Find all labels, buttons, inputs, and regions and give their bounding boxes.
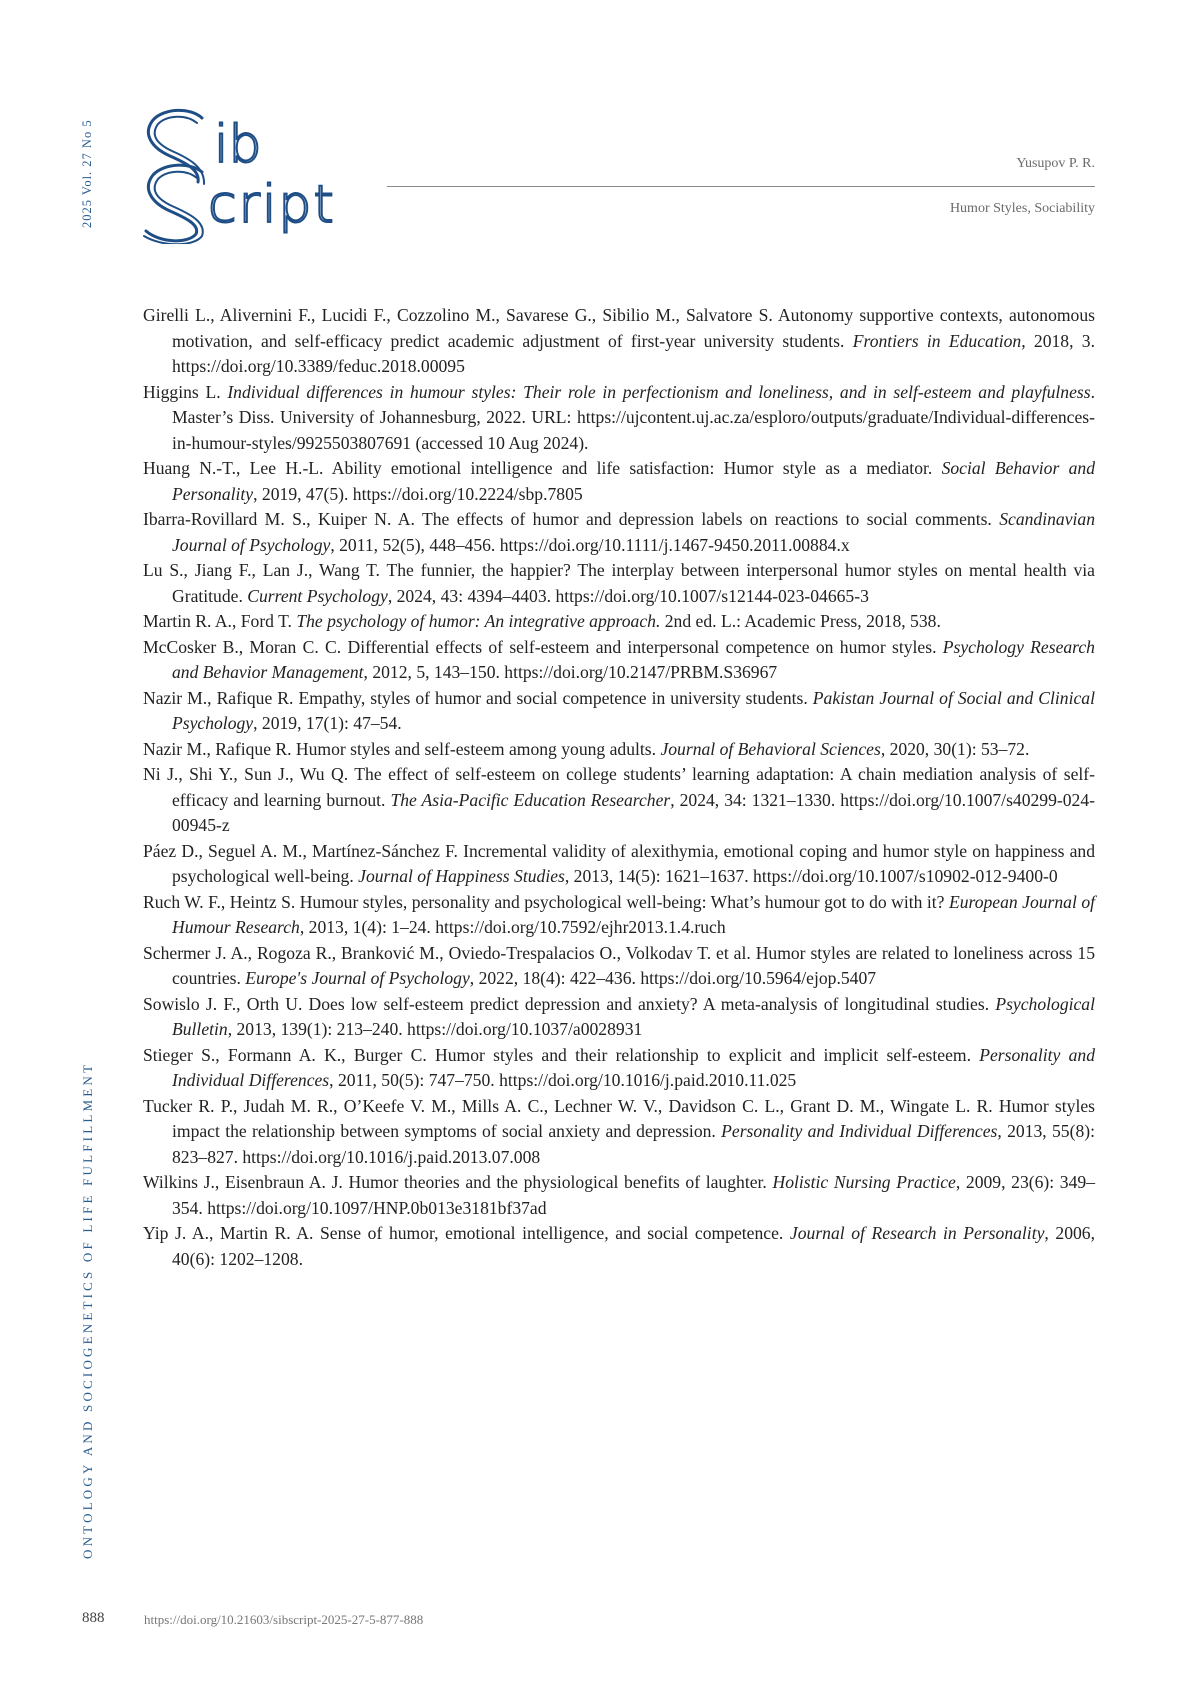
reference-details: , 2024, 34: 1321–1330. https://doi.org/10.1007/s40299-024-00945-z [172, 790, 1095, 836]
reference-item [143, 303, 1095, 380]
reference-source: Current Psychology [247, 586, 388, 606]
reference-authors-title: Tucker R. P., Judah M. R., O’Keefe V. M., Mills A. C., Lechner W. V., Davidson C. L., Grant D. M., Wingate L. R. Humor styles impact the relationship between symptoms of social anxiety and depression. [143, 1096, 1095, 1142]
reference-authors-title: Higgins L. [143, 382, 227, 402]
reference-authors-title: Nazir M., Rafique R. Humor styles and self-esteem among young adults. [143, 739, 660, 759]
reference-details: , 2009, 23(6): 349–354. https://doi.org/10.1097/HNP.0b013e3181bf37ad [172, 1172, 1095, 1218]
reference-authors-title: Lu S., Jiang F., Lan J., Wang T. The funnier, the happier? The interplay between interpersonal humor styles on mental health via Gratitude. [143, 560, 1095, 606]
sibscript-logo [140, 104, 370, 244]
reference-item [143, 686, 1095, 737]
reference-item [143, 762, 1095, 839]
running-header-author: Yusupov P. R. [1016, 156, 1095, 172]
reference-source: Personality and Individual Differences [172, 1045, 1095, 1091]
reference-authors-title: Martin R. A., Ford T. [143, 611, 296, 631]
reference-source: Journal of Happiness Studies [358, 866, 565, 886]
logo-text-cript: cript [208, 175, 336, 235]
page-number: 888 [82, 1610, 105, 1627]
reference-source: European Journal of Humour Research [172, 892, 1095, 938]
reference-details: , 2012, 5, 143–150. https://doi.org/10.2147/PRBM.S36967 [364, 662, 778, 682]
reference-authors-title: Wilkins J., Eisenbraun A. J. Humor theories and the physiological benefits of laughter. [143, 1172, 772, 1192]
reference-source: Social Behavior and Personality [172, 458, 1095, 504]
reference-details: , 2013, 55(8): 823–827. https://doi.org/10.1016/j.paid.2013.07.008 [172, 1121, 1095, 1167]
reference-authors-title: Stieger S., Formann A. K., Burger C. Humor styles and their relationship to explicit and implicit self-esteem. [143, 1045, 979, 1065]
reference-details: , 2019, 47(5). https://doi.org/10.2224/sbp.7805 [253, 484, 583, 504]
logo-text-ib: ib [214, 115, 261, 175]
reference-item [143, 635, 1095, 686]
reference-authors-title: Huang N.-T., Lee H.-L. Ability emotional intelligence and life satisfaction: Humor style as a mediator. [143, 458, 942, 478]
reference-item [143, 992, 1095, 1043]
reference-details: , 2013, 14(5): 1621–1637. https://doi.org/10.1007/s10902-012-9400-0 [565, 866, 1058, 886]
running-header-topic: Humor Styles, Sociability [950, 201, 1095, 217]
reference-details: , 2022, 18(4): 422–436. https://doi.org/10.5964/ejop.5407 [470, 968, 876, 988]
header-divider [387, 186, 1095, 187]
reference-source: The psychology of humor: An integrative approach. [296, 611, 660, 631]
reference-authors-title: Schermer J. A., Rogoza R., Branković M., Oviedo-Trespalacios O., Volkodav T. et al. Humor styles are related to loneliness across 15 countries. [143, 943, 1095, 989]
reference-item [143, 609, 1095, 635]
reference-details: , 2013, 1(4): 1–24. https://doi.org/10.7592/ejhr2013.1.4.ruch [300, 917, 726, 937]
reference-item [143, 380, 1095, 457]
reference-details: , 2018, 3. https://doi.org/10.3389/feduc.2018.00095 [172, 331, 1095, 377]
reference-source: Psychological Bulletin [172, 994, 1095, 1040]
reference-details: , 2006, 40(6): 1202–1208. [172, 1223, 1095, 1269]
reference-details: , 2013, 139(1): 213–240. https://doi.org/10.1037/a0028931 [228, 1019, 643, 1039]
reference-authors-title: Nazir M., Rafique R. Empathy, styles of humor and social competence in university students. [143, 688, 813, 708]
reference-item [143, 1094, 1095, 1171]
reference-details: . Master’s Diss. University of Johannesburg, 2022. URL: https://ujcontent.uj.ac.za/esploro/outputs/graduate/Individual-differences-in-humour-styles/9925503807691 (accessed 10 Aug 2024). [172, 382, 1095, 453]
reference-item [143, 1170, 1095, 1221]
reference-authors-title: Ibarra-Rovillard M. S., Kuiper N. A. The effects of humor and depression labels on reactions to social comments. [143, 509, 999, 529]
reference-details: , 2011, 50(5): 747–750. https://doi.org/10.1016/j.paid.2010.11.025 [329, 1070, 796, 1090]
reference-source: Psychology Research and Behavior Management [172, 637, 1095, 683]
reference-details: , 2020, 30(1): 53–72. [881, 739, 1030, 759]
reference-source: Europe's Journal of Psychology [245, 968, 469, 988]
reference-item [143, 839, 1095, 890]
reference-authors-title: Ruch W. F., Heintz S. Humour styles, personality and psychological well-being: What’s humour got to do with it? [143, 892, 949, 912]
reference-authors-title: McCosker B., Moran C. C. Differential effects of self-esteem and interpersonal competence on humor styles. [143, 637, 943, 657]
reference-authors-title: Yip J. A., Martin R. A. Sense of humor, emotional intelligence, and social competence. [143, 1223, 790, 1243]
reference-details: 2nd ed. L.: Academic Press, 2018, 538. [660, 611, 940, 631]
reference-source: Scandinavian Journal of Psychology [172, 509, 1095, 555]
reference-item [143, 941, 1095, 992]
reference-authors-title: Sowislo J. F., Orth U. Does low self-esteem predict depression and anxiety? A meta-analysis of longitudinal studies. [143, 994, 995, 1014]
reference-list [143, 303, 1095, 1272]
reference-item [143, 558, 1095, 609]
reference-details: , 2011, 52(5), 448–456. https://doi.org/10.1111/j.1467-9450.2011.00884.x [330, 535, 849, 555]
reference-details: , 2024, 43: 4394–4403. https://doi.org/10.1007/s12144-023-04665-3 [388, 586, 869, 606]
reference-source: The Asia-Pacific Education Researcher [390, 790, 670, 810]
reference-item [143, 507, 1095, 558]
reference-source: Personality and Individual Differences [721, 1121, 997, 1141]
reference-item [143, 1221, 1095, 1272]
reference-details: , 2019, 17(1): 47–54. [253, 713, 402, 733]
reference-authors-title: Girelli L., Alivernini F., Lucidi F., Cozzolino M., Savarese G., Sibilio M., Salvatore S. Autonomy supportive contexts, autonomous motivation, and self-efficacy predict academic adjustment of first-year university students. [143, 305, 1095, 351]
reference-source: Journal of Research in Personality [790, 1223, 1044, 1243]
journal-series-label: ONTOLOGY AND SOCIOGENETICS OF LIFE FULFILLMENT [80, 1030, 100, 1590]
reference-item [143, 890, 1095, 941]
reference-item [143, 737, 1095, 763]
reference-source: Journal of Behavioral Sciences [660, 739, 880, 759]
footer-doi: https://doi.org/10.21603/sibscript-2025-27-5-877-888 [144, 1612, 423, 1628]
issue-label: 2025 Vol. 27 No 5 [80, 108, 100, 228]
reference-authors-title: Páez D., Seguel A. M., Martínez-Sánchez F. Incremental validity of alexithymia, emotional coping and humor style on happiness and psychological well-being. [143, 841, 1095, 887]
reference-source: Pakistan Journal of Social and Clinical Psychology [172, 688, 1095, 734]
reference-source: Holistic Nursing Practice [772, 1172, 955, 1192]
reference-source: Individual differences in humour styles: Their role in perfectionism and loneliness, and in self-esteem and playfulness [227, 382, 1090, 402]
reference-authors-title: Ni J., Shi Y., Sun J., Wu Q. The effect of self-esteem on college students’ learning adaptation: A chain mediation analysis of self-efficacy and learning burnout. [143, 764, 1095, 810]
reference-item [143, 1043, 1095, 1094]
reference-source: Frontiers in Education [853, 331, 1021, 351]
reference-item [143, 456, 1095, 507]
